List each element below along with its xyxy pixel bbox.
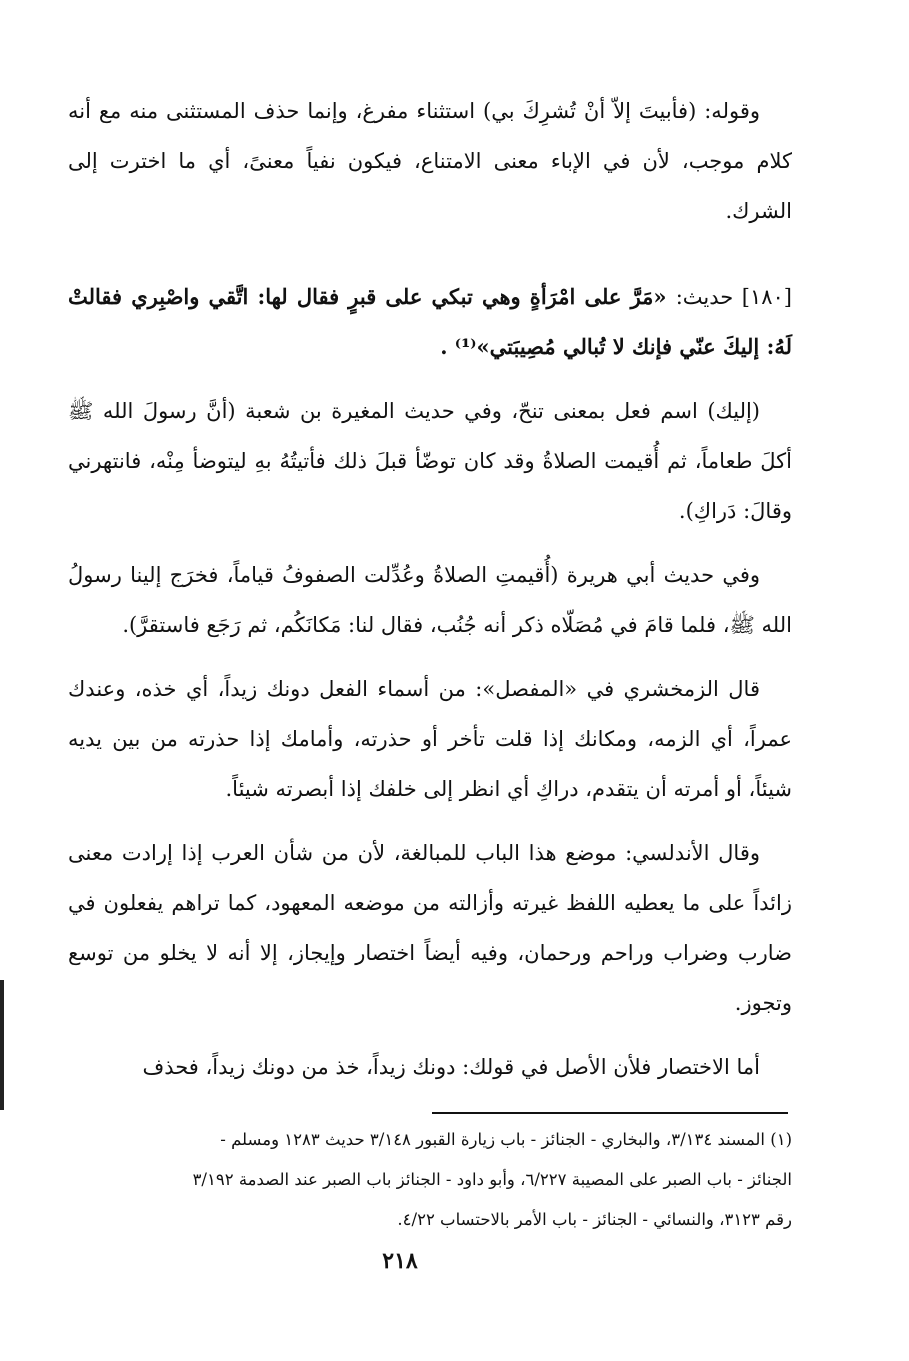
paragraph-intro: وقوله: (فأبيتَ إلاّ أنْ تُشرِكَ بي) استثناء مفرغ، وإنما حذف المستثنى منه مع أنه كلام موجب، لأن في الإباء معنى الامتناع، فيكون نفياً معنىً، أي ما اخترت إلى الشرك. [68,99,792,223]
paragraph-andalusi: وقال الأندلسي: موضع هذا الباب للمبالغة، لأن من شأن العرب إذا إرادت معنى زائداً على ما يعطيه اللفظ غيرته وأزالته من موضعه المعهود، كما تراهم يفعلون في ضارب وضراب وراحم ورحمان، وفيه أيضاً اختصار وإيجاز، إلا أنه لا يخلو من توسع وتجوز. [68,841,792,1015]
paragraph-ikhtisar: أما الاختصار فلأن الأصل في قولك: دونك زيداً، خذ من دونك زيداً، فحذف [142,1055,760,1079]
paragraph-ilayk: (إليك) اسم فعل بمعنى تنحّ، وفي حديث المغيرة بن شعبة (أنَّ رسولَ الله ﷺ أكلَ طعاماً، ثم أُقيمت الصلاةُ وقد كان توضّأ قبلَ ذلك فأتيتُهُ بهِ ليتوضأ مِنْه، فانتهرني وقالَ: دَراكِ). [68,399,792,523]
paragraph-abu-hurayra: وفي حديث أبي هريرة (أُقيمتِ الصلاةُ وعُدِّلت الصفوفُ قياماً، فخرَج إلينا رسولُ الله ﷺ، فلما قامَ في مُصَلّاه ذكر أنه جُنُب، فقال لنا: مَكانَكُم، ثم رَجَع فاستقرَّ). [68,563,792,637]
footnote-line: (١) المسند ٣/١٣٤، والبخاري - الجنائز - باب زيارة القبور ٣/١٤٨ حديث ١٢٨٣ ومسلم - [220,1130,792,1149]
footnotes [68,1120,792,1240]
footnote-separator [432,1112,788,1114]
paragraph-zamakhshari: قال الزمخشري في «المفصل»: من أسماء الفعل دونك زيداً، أي خذه، وعندك عمراً، أي الزمه، ومكانك إذا قلت تأخر أو حذرته، وأمامك إذا حذرته من بين يديه شيئاً، أو أمرته أن يتقدم، دراكِ أي انظر إلى خلفك إذا أبصرته شيئاً. [68,677,792,801]
main-text [68,86,792,1106]
hadith-text: «مَرَّ على امْرَأةٍ وهي تبكي على قبرٍ فقال لها: اتَّقي واصْبِري فقالتْ لَهُ: إليكَ عنّي فإنك لا تُبالي مُصِيبَتي»⁽¹⁾ . [68,284,792,359]
page-number: ٢١٨ [382,1248,418,1274]
hadith-180 [68,272,792,372]
footnote-line: رقم ٣١٢٣، والنسائي - الجنائز - باب الأمر بالاحتساب ٤/٢٢. [397,1210,792,1229]
footnote-line: الجنائز - باب الصبر على المصيبة ٦/٢٢٧، وأبو داود - الجنائز باب الصبر عند الصدمة ٣/١٩٢ [192,1170,792,1189]
scan-edge-mark [0,980,4,1110]
hadith-label: [١٨٠] حديث: [675,285,792,309]
